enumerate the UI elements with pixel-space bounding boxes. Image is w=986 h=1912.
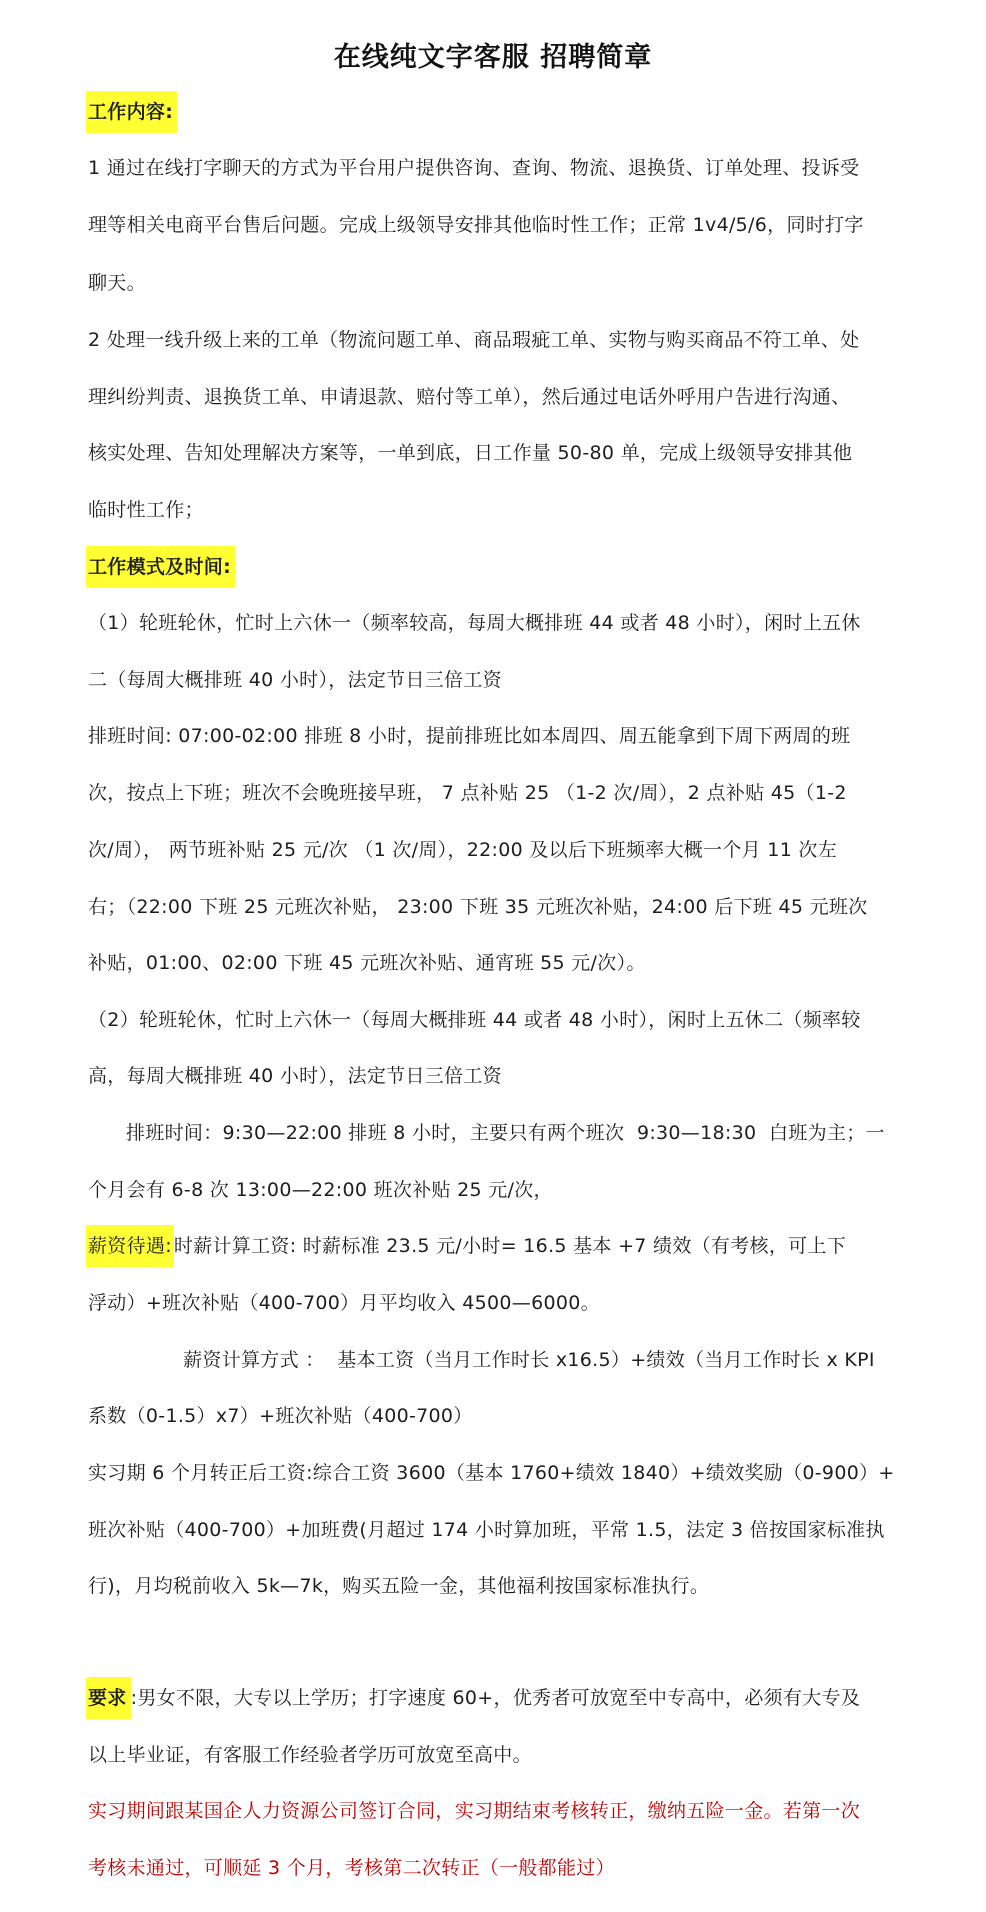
section-heading-work-mode	[88, 552, 900, 582]
work-mode-line: 右；（22:00 下班 25 元班次补贴， 23:00 下班 35 元班次补贴，24:00 后下班 45 元班次	[88, 896, 868, 918]
work-content-heading: 工作内容:	[86, 91, 177, 133]
work-mode-line: 次/周）， 两节班补贴 25 元/次 （1 次/周），22:00 及以后下班频率大概一个月 11 次左	[88, 839, 838, 861]
work-content-line: 理等相关电商平台售后问题。完成上级领导安排其他临时性工作；正常 1v4/5/6，同时打字	[88, 214, 864, 236]
requirements-colon: :	[130, 1687, 138, 1709]
work-mode-line: 个月会有 6-8 次 13:00—22:00 班次补贴 25 元/次，	[88, 1179, 553, 1201]
work-mode-line: （2）轮班轮休，忙时上六休一（每周大概排班 44 或者 48 小时），闲时上五休二（频率较	[88, 1009, 861, 1031]
requirements-line: 以上毕业证，有客服工作经验者学历可放宽至高中。	[88, 1744, 532, 1766]
work-content-line: 核实处理、告知处理解决方案等，一单到底，日工作量 50-80 单，完成上级领导安排其他	[88, 442, 853, 464]
salary-heading: 薪资待遇:	[86, 1225, 174, 1267]
work-mode-line: 次，按点上下班；班次不会晚班接早班， 7 点补贴 25 （1-2 次/周），2 点补贴 45（1-2	[88, 782, 847, 804]
salary-line: 行)，月均税前收入 5k—7k，购买五险一金，其他福利按国家标准执行。	[88, 1575, 710, 1597]
section-salary-first-line	[88, 1231, 900, 1261]
work-mode-line: 二（每周大概排班 40 小时），法定节日三倍工资	[88, 669, 502, 691]
requirements-line-rest: 男女不限，大专以上学历；打字速度 60+，优秀者可放宽至中专高中，必须有大专及	[137, 1687, 861, 1709]
salary-line: 系数（0-1.5）x7）+班次补贴（400-700）	[88, 1405, 473, 1427]
work-content-line: 聊天。	[88, 272, 146, 294]
requirements-heading: 要求	[86, 1677, 131, 1719]
salary-line: 薪资计算方式 ： 基本工资（当月工作时长 x16.5）+绩效（当月工作时长 x KPI	[88, 1349, 875, 1371]
work-mode-line: 补贴，01:00、02:00 下班 45 元班次补贴、通宵班 55 元/次）。	[88, 952, 646, 974]
salary-line-rest: 时薪计算工资: 时薪标准 23.5 元/小时= 16.5 基本 +7 绩效（有考核，可上下	[173, 1235, 847, 1257]
work-mode-line: （1）轮班轮休，忙时上六休一（频率较高，每周大概排班 44 或者 48 小时），闲时上五休	[88, 612, 861, 634]
work-content-line: 临时性工作；	[88, 499, 204, 521]
requirements-red-line: 考核未通过，可顺延 3 个月，考核第二次转正（一般都能过）	[88, 1857, 615, 1879]
section-heading-work-content	[88, 97, 900, 127]
work-content-line: 理纠纷判责、退换货工单、申请退款、赔付等工单），然后通过电话外呼用户告进行沟通、	[88, 386, 851, 408]
salary-line: 班次补贴（400-700）+加班费(月超过 174 小时算加班，平常 1.5，法定 3 倍按国家标准执	[88, 1519, 885, 1541]
work-content-line: 2 处理一线升级上来的工单（物流问题工单、商品瑕疵工单、实物与购买商品不符工单、处	[88, 329, 860, 351]
requirements-red-line: 实习期间跟某国企人力资源公司签订合同，实习期结束考核转正，缴纳五险一金。若第一次	[88, 1800, 861, 1822]
work-mode-heading: 工作模式及时间:	[86, 546, 235, 588]
document-title: 在线纯文字客服 招聘简章	[333, 42, 653, 73]
work-mode-line: 排班时间: 07:00-02:00 排班 8 小时，提前排班比如本周四、周五能拿到下周下两周的班	[88, 725, 851, 747]
section-requirements-first-line	[88, 1683, 900, 1713]
work-content-line: 1 通过在线打字聊天的方式为平台用户提供咨询、查询、物流、退换货、订单处理、投诉受	[88, 157, 860, 179]
salary-line: 浮动）+班次补贴（400-700）月平均收入 4500—6000。	[88, 1292, 600, 1314]
salary-line: 实习期 6 个月转正后工资:综合工资 3600（基本 1760+绩效 1840）+绩效奖励（0-900）+	[88, 1462, 895, 1484]
work-mode-line: 排班时间：9:30—22:00 排班 8 小时，主要只有两个班次 9:30—18:30 白班为主；一	[88, 1122, 885, 1144]
work-mode-line: 高，每周大概排班 40 小时），法定节日三倍工资	[88, 1065, 502, 1087]
